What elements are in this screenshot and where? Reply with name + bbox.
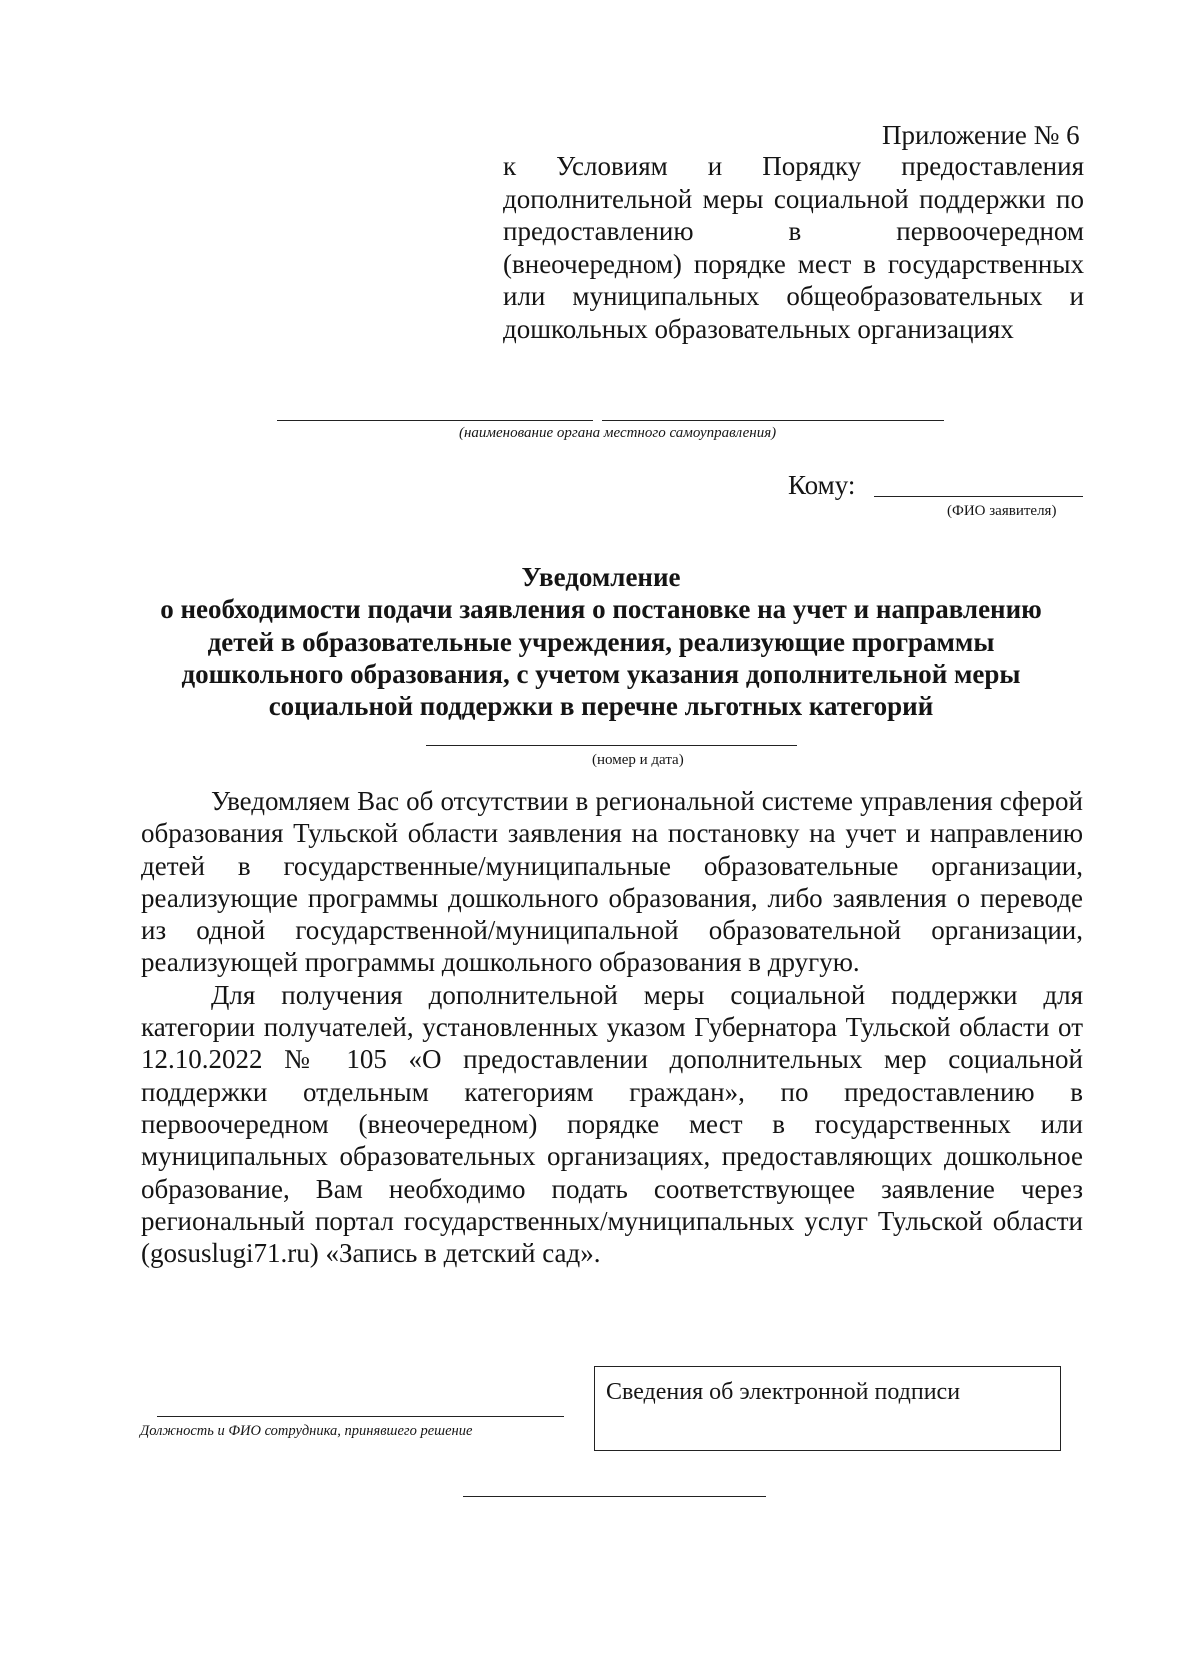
annex-title: Приложение № 6 bbox=[882, 120, 1080, 150]
electronic-signature-box bbox=[594, 1366, 1061, 1451]
bottom-divider-line bbox=[463, 1496, 766, 1497]
number-date-line bbox=[426, 745, 797, 746]
official-caption: Должность и ФИО сотрудника, принявшего решение bbox=[140, 1423, 473, 1439]
notice-title-line-5: социальной поддержки в перечне льготных категорий bbox=[268, 691, 934, 722]
recipient-caption: (ФИО заявителя) bbox=[947, 503, 1057, 519]
notice-title-line-2: о необходимости подачи заявления о постановке на учет и направлению bbox=[160, 594, 1042, 625]
notice-title-line-3: детей в образовательные учреждения, реализующие программы bbox=[207, 626, 995, 657]
number-date-caption: (номер и дата) bbox=[592, 752, 684, 768]
body-paragraph-2: Для получения дополнительной меры социальной поддержки для категории получателей, установленных указом Губернатора Тульской области от 12.10.2022 № 105 «О предоставлении дополнительных мер социальной поддержки отдельным категориям граждан», по предоставлению в первоочередном (внеочередном) порядке мест в государственных или муниципальных образовательных организациях, предоставляющих дошкольное образование, Вам необходимо подать соответствующее заявление через региональный портал государственных/муниципальных услуг Тульской области (gosuslugi71.ru) «Запись в детский сад». bbox=[141, 979, 1083, 1269]
electronic-signature-label: Сведения об электронной подписи bbox=[606, 1379, 961, 1405]
recipient-label: Кому: bbox=[788, 470, 856, 500]
authority-name-line-2 bbox=[602, 420, 944, 421]
notice-body bbox=[141, 785, 1083, 1269]
body-paragraph-1: Уведомляем Вас об отсутствии в региональной системе управления сферой образования Тульской области заявления на постановку на учет и направлению детей в государственные/муниципальные образовательные организации, реализующие программы дошкольного образования, либо заявления о переводе из одной государственной/муниципальной образовательной организации, реализующей программы дошкольного образования в другую. bbox=[141, 786, 1083, 978]
recipient-name-line bbox=[874, 496, 1083, 497]
notice-title bbox=[120, 561, 1082, 722]
notice-title-line-4: дошкольного образования, с учетом указания дополнительной меры bbox=[181, 658, 1021, 689]
annex-text: к Условиям и Порядку предоставления дополнительной меры социальной поддержки по предоставлению в первоочередном (внеочередном) порядке мест в государственных или муниципальных общеобразовательных и дошкольных образовательных организациях bbox=[503, 151, 1084, 344]
authority-caption: (наименование органа местного самоуправления) bbox=[459, 425, 777, 441]
notice-title-line-1: Уведомление bbox=[521, 562, 681, 592]
official-signature-line bbox=[157, 1416, 564, 1417]
authority-name-line bbox=[277, 420, 593, 421]
